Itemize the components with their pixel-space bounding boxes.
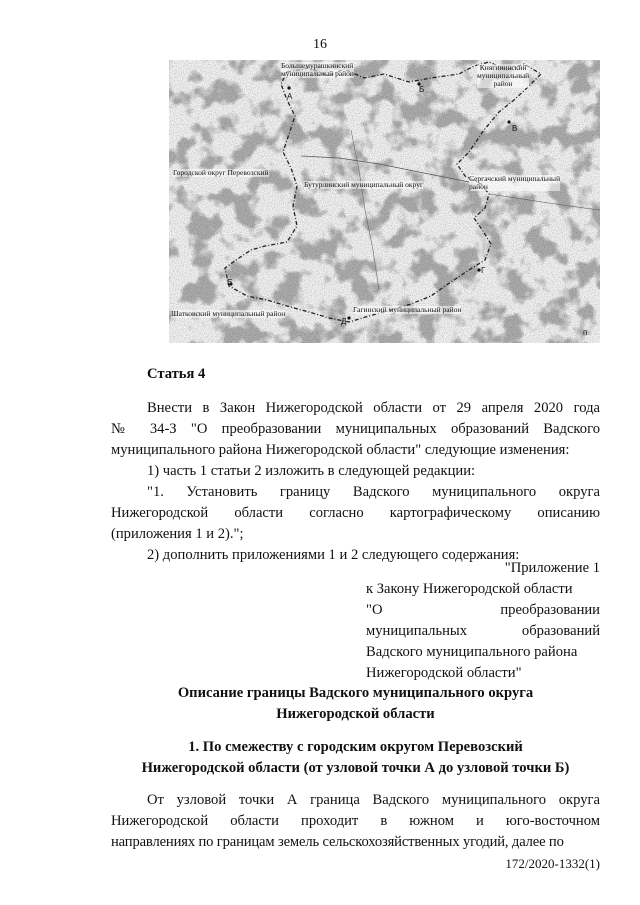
map-point-b: Б — [419, 85, 425, 94]
map-graphic — [169, 60, 600, 343]
map-point-n: п — [583, 328, 588, 337]
article-p1-line1: Внести в Закон Нижегородской области от 29 апреля 2020 года — [147, 400, 600, 416]
map-point-g: Г — [481, 266, 486, 275]
section-title-line2: Нижегородской области — [276, 706, 435, 722]
map-point-v: В — [512, 124, 518, 133]
section-title-line1: Описание границы Вадского муниципального округа — [177, 685, 534, 701]
page-number: 16 — [313, 37, 327, 52]
map-point-e: Е — [227, 278, 233, 287]
article-item1-quote-line3: (приложения 1 и 2)."; — [111, 526, 244, 542]
map-label-knyagininsky: Княгининский муниципальный район — [477, 63, 530, 88]
map-label-bolshemurashkinsky: Большемурашкинский муниципальный район — [281, 61, 354, 78]
article-item1-quote-line2: Нижегородской области согласно картографическому описанию — [111, 505, 600, 521]
subsection-title-line2: Нижегородской области (от узловой точки А до узловой точки Б) — [141, 760, 570, 776]
article-heading: Статья 4 — [147, 366, 206, 382]
map-label-shatkovsky: Шатковский муниципальный район — [171, 309, 286, 318]
article-p1-line2: № 34-З "О преобразовании муниципальных образований Вадского — [111, 421, 600, 437]
map-label-buturlinsky: Бутурлинский муниципальный округ — [304, 180, 424, 189]
article-item2: 2) дополнить приложениями 1 и 2 следующего содержания: — [147, 547, 520, 563]
subsection-title-line1: 1. По смежеству с городским округом Перевозский — [188, 739, 523, 755]
appendix-line4: муниципальных образований — [366, 623, 600, 639]
section-body-line2: Нижегородской области проходит в южном и юго-восточном — [111, 813, 600, 829]
appendix-line5: Вадского муниципального района — [366, 644, 578, 660]
appendix-line2: к Закону Нижегородской области — [366, 581, 573, 597]
section-body-line3: направлениях по границам земель сельскохозяйственных угодий, далее по — [111, 834, 564, 850]
map-label-gaginsky: Гагинский муниципальный район — [353, 305, 462, 314]
appendix-line3: "О преобразовании — [366, 602, 600, 618]
map-label-perevozsky: Городской округ Перевозский — [173, 168, 269, 177]
article-p1-line3: муниципального района Нижегородской области" следующие изменения: — [111, 442, 570, 458]
map-point-a: А — [287, 92, 293, 101]
boundary-map — [169, 60, 600, 343]
article-item1: 1) часть 1 статьи 2 изложить в следующей редакции: — [147, 463, 476, 479]
appendix-line6: Нижегородской области" — [366, 665, 522, 681]
map-label-sergachsky: Сергачский муниципальный район — [469, 174, 561, 191]
section-body-line1: От узловой точки А граница Вадского муниципального округа — [147, 792, 600, 808]
document-code: 172/2020-1332(1) — [505, 856, 600, 871]
appendix-line1: "Приложение 1 — [504, 560, 600, 576]
map-point-d: Д — [341, 317, 347, 326]
article-item1-quote-line1: "1. Установить границу Вадского муниципального округа — [147, 484, 600, 500]
